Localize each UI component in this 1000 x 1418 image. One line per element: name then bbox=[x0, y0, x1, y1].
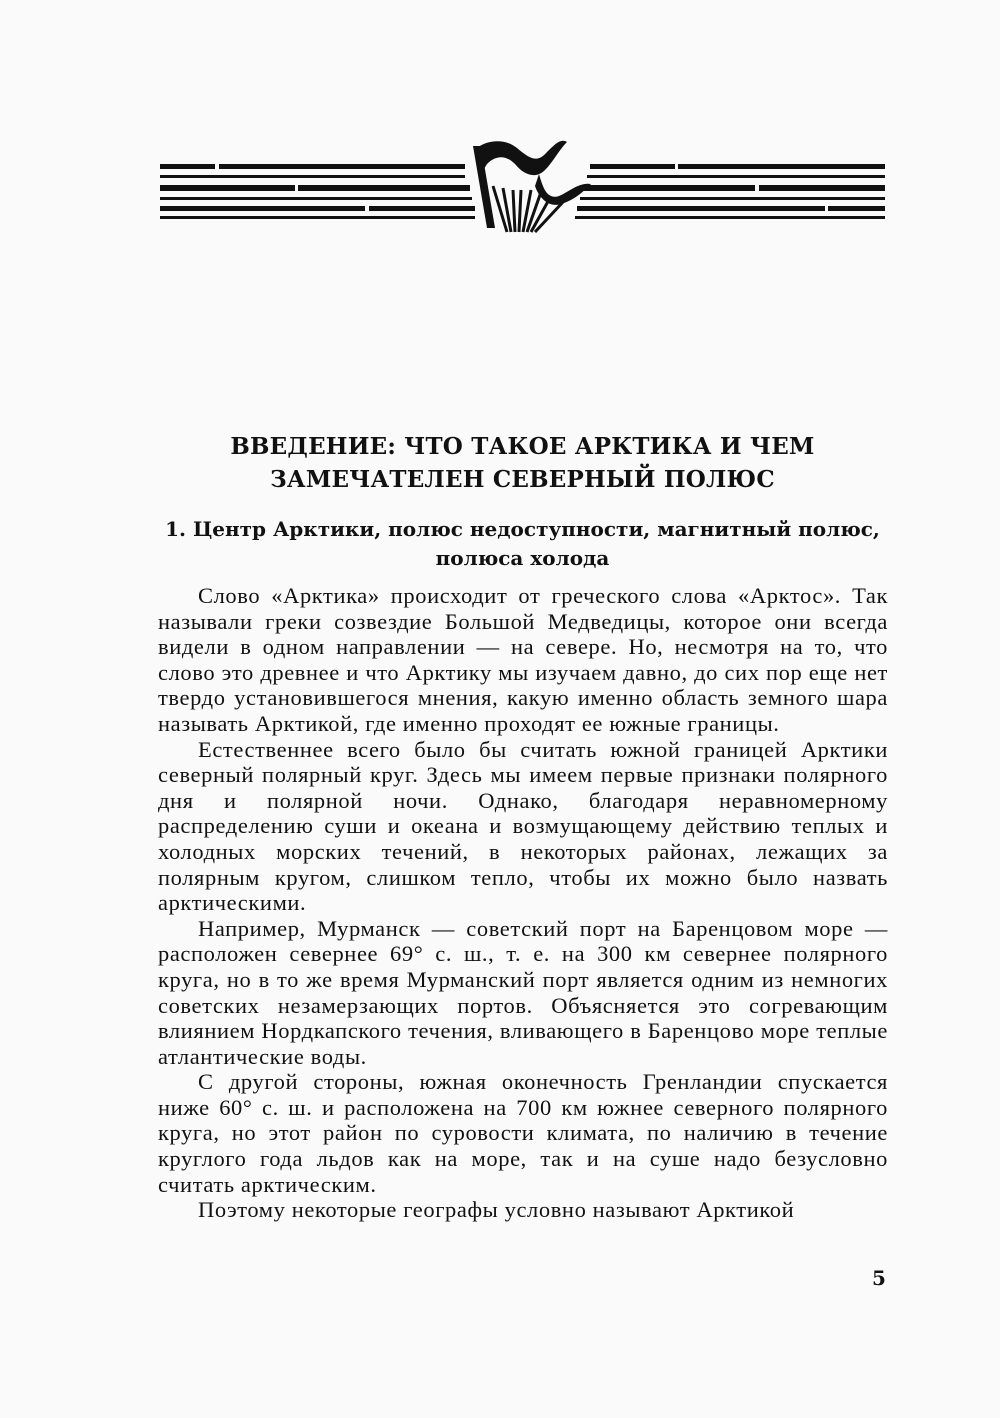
paragraph: Поэтому некоторые географы условно называют Арктикой bbox=[198, 1197, 795, 1223]
paragraph: Например, Мурманск — советский порт на Баренцовом море — расположен севернее 69° с. ш., т. е. на 300 км севернее полярного круга, но в то же время Мурманский порт является одним из немногих советских незамерзающих портов. Объясняется это согревающим влиянием Нордкапского течения, вливающего в Баренцово море теплые атлантические воды. bbox=[158, 915, 888, 1069]
paragraph: С другой стороны, южная оконечность Гренландии спускается ниже 60° с. ш. и расположена на 700 км южнее северного полярного круга, но этот район по суровости климата, по наличию в течение круглого года льдов как на море, так и на суше надо безусловно считать арктическим. bbox=[158, 1069, 888, 1197]
page-number: 5 bbox=[872, 1266, 886, 1290]
paragraph: Естественнее всего было бы считать южной границей Арктики северный полярный круг. Здесь мы имеем первые признаки полярного дня и полярной ночи. Однако, благодаря неравномерному распределению суши и океана и возмущающему действию теплых и холодных морских течений, в некоторых районах, лежащих за полярным кругом, слишком тепло, чтобы их можно было назвать арктическими. bbox=[158, 736, 888, 916]
body-text bbox=[158, 583, 888, 1223]
decorative-banner-icon bbox=[155, 130, 890, 240]
chapter-title: ВВЕДЕНИЕ: ЧТО ТАКОЕ АРКТИКА И ЧЕМ ЗАМЕЧАТЕЛЕН СЕВЕРНЫЙ ПОЛЮС bbox=[230, 433, 815, 493]
paragraph: Слово «Арктика» происходит от греческого слова «Арктос». Так называли греки созвездие Большой Медведицы, которое они всегда видели в одном направлении — на севере. Но, несмотря на то, что слово это древнее и что Арктику мы изучаем давно, до сих пор еще нет твердо установившегося мнения, какую именно область земного шара называть Арктикой, где именно проходят ее южные границы. bbox=[158, 583, 888, 736]
section-title: 1. Центр Арктики, полюс недоступности, магнитный полюс, полюса холода bbox=[165, 517, 880, 570]
